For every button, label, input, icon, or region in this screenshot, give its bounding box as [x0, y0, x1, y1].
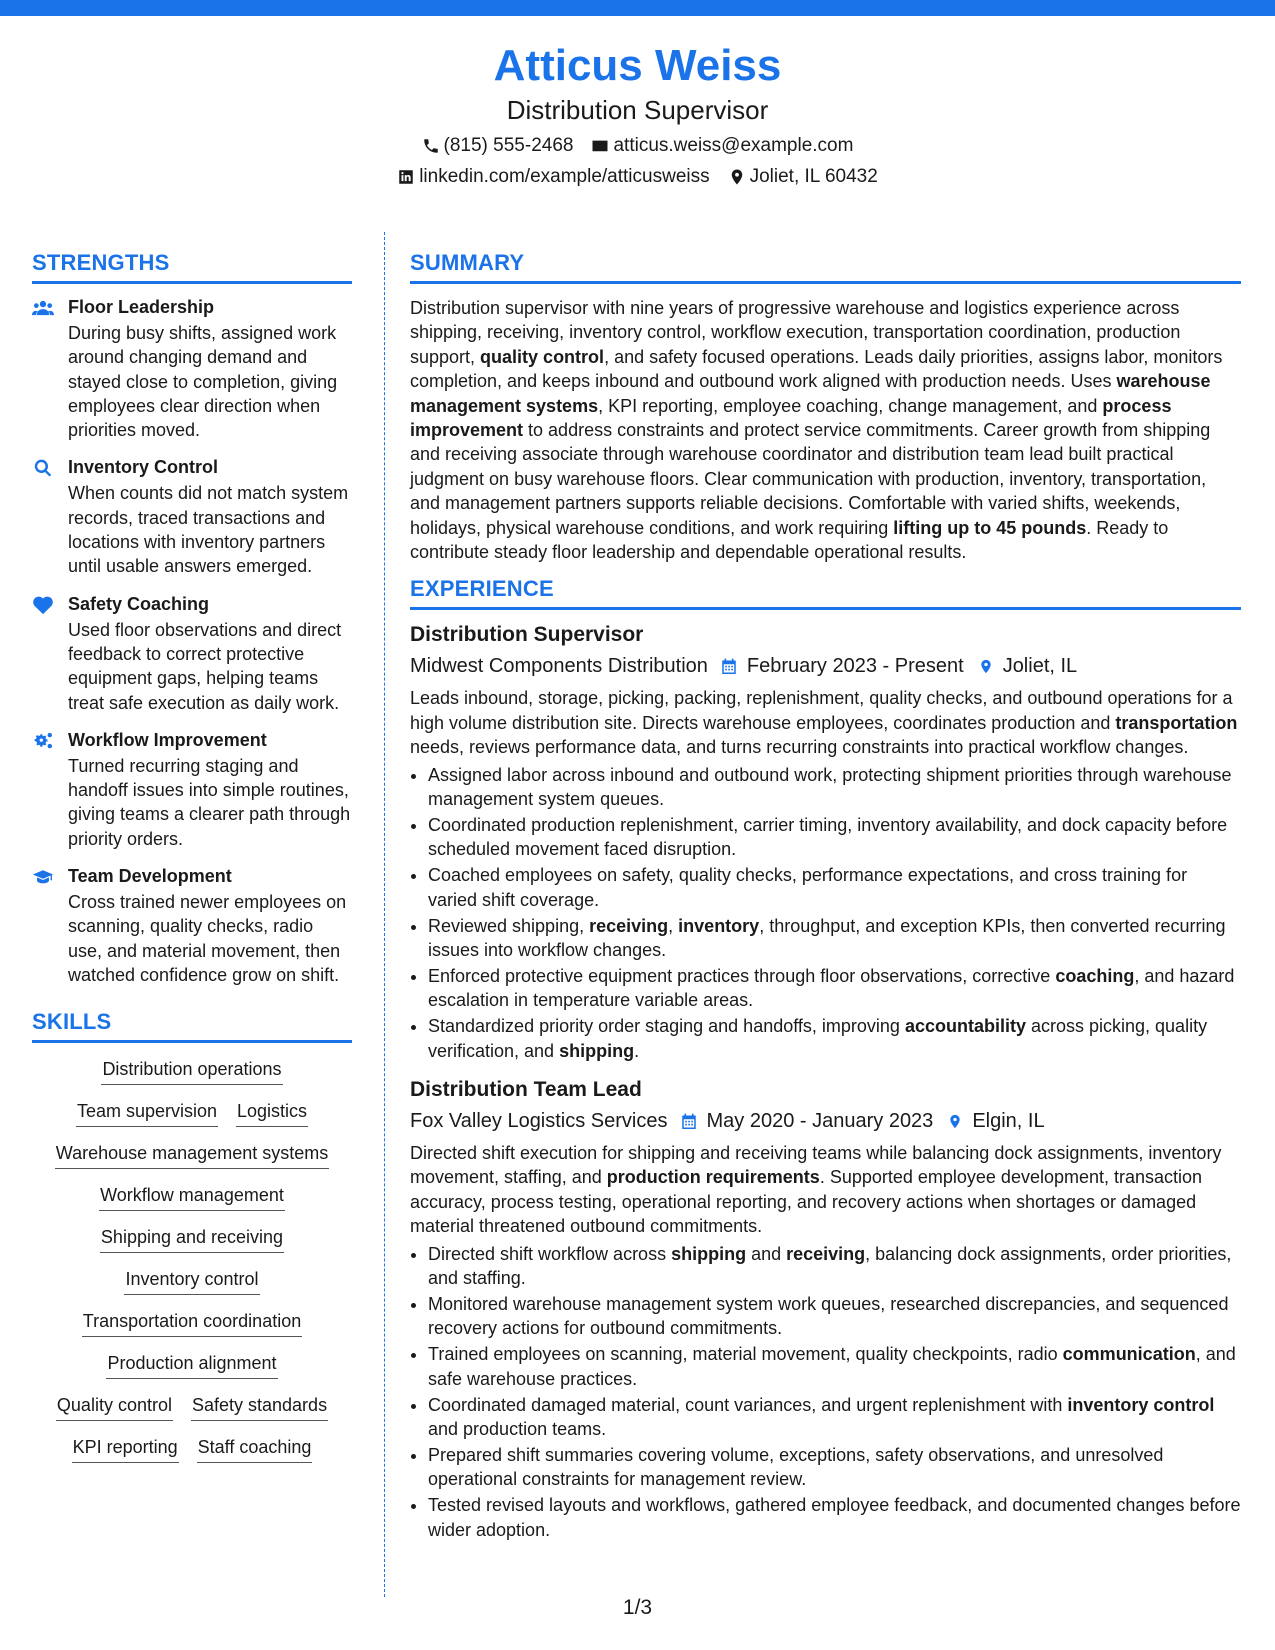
job-bullet: • Coached employees on safety, quality checks, performance expectations, and cross training for varied shift coverage.: [428, 863, 1241, 912]
job-bullet: • Coordinated production replenishment, carrier timing, inventory availability, and dock capacity before scheduled movement faced disruption.: [428, 813, 1241, 862]
bold-keyword: quality control: [480, 346, 605, 367]
strength-title: Team Development: [68, 866, 232, 887]
experience-section: [410, 576, 1241, 1542]
candidate-name: Atticus Weiss: [493, 41, 782, 90]
skills-heading: SKILLS: [32, 1009, 352, 1043]
summary-paragraph: Distribution supervisor with nine years of progressive warehouse and logistics experience across shipping, receiving, inventory control, workflow execution, transportation coordination, production support, quality control, and safety focused operations. Leads daily priorities, assigns labor, monitors completion, and keeps inbound and outbound work aligned with production needs. Uses warehouse management systems, KPI reporting, employee coaching, change management, and process improvement to address constraints and protect service commitments. Career growth from shipping and receiving associate through warehouse coordinator and distribution team lead built practical judgment on busy warehouse floors. Clear communication with production, inventory, transportation, and management partners supports reliable decisions. Comfortable with varied shifts, weekends, holidays, physical warehouse conditions, and work requiring lifting up to 45 pounds. Ready to contribute steady floor leadership and dependable operational results.: [410, 298, 1223, 563]
job-title: Distribution Supervisor: [410, 623, 644, 647]
contact-email[interactable]: [591, 134, 853, 158]
job-bullet: • Prepared shift summaries covering volume, exceptions, safety observations, and unresolved operational constraints for management review.: [428, 1443, 1241, 1492]
contact-phone: [422, 134, 574, 158]
strength-item: [32, 729, 352, 851]
bold-keyword: process improvement: [410, 395, 1172, 441]
job-entry: [410, 622, 1241, 1063]
column-divider: [384, 232, 385, 1597]
skill-tag: Quality control: [56, 1391, 173, 1421]
job-location-wrap: [933, 1107, 1044, 1135]
bold-keyword: communication: [1062, 1344, 1196, 1365]
contact-row-secondary: [0, 165, 1275, 189]
email-text: atticus.weiss@example.com: [613, 135, 854, 156]
job-dates: February 2023 - Present: [746, 655, 964, 678]
gears-icon: [32, 731, 54, 751]
job-bullets: [410, 1242, 1241, 1542]
job-location: Elgin, IL: [972, 1110, 1045, 1133]
skill-tag: Production alignment: [106, 1349, 277, 1379]
experience-heading: EXPERIENCE: [410, 576, 1241, 610]
skill-tag: Staff coaching: [197, 1433, 313, 1463]
job-bullet: • Reviewed shipping, receiving, inventory, throughput, and exception KPIs, then converted recurring issues into workflow changes.: [428, 914, 1241, 963]
bold-keyword: receiving: [786, 1243, 866, 1264]
map-pin-icon: [947, 1112, 963, 1131]
job-meta: [410, 652, 1241, 680]
strengths-section: [32, 250, 352, 987]
strength-title: Floor Leadership: [68, 297, 215, 317]
envelope-icon: [591, 137, 609, 155]
job-bullet: • Enforced protective equipment practices through floor observations, corrective coaching, and hazard escalation in temperature variable areas.: [428, 964, 1241, 1013]
job-meta: [410, 1107, 1241, 1135]
job-company: Midwest Components Distribution: [410, 655, 708, 678]
heart-icon: [32, 595, 54, 615]
skill-tag: Workflow management: [99, 1181, 285, 1211]
bold-keyword: transportation: [1115, 712, 1238, 733]
job-bullet: • Assigned labor across inbound and outbound work, protecting shipment priorities through warehouse management system queues.: [428, 763, 1241, 812]
contact-location: [728, 165, 878, 189]
bold-keyword: accountability: [904, 1016, 1026, 1037]
search-icon: [32, 458, 54, 478]
right-column: [410, 250, 1241, 1556]
phone-text: (815) 555-2468: [443, 135, 574, 156]
strength-title: Safety Coaching: [68, 593, 210, 614]
strength-text: During busy shifts, assigned work around changing demand and stayed close to completion, giving employees clear direction when priorities moved.: [68, 323, 338, 441]
skills-list: [32, 1055, 352, 1463]
users-icon: [32, 298, 54, 318]
skills-section: [32, 1009, 352, 1463]
strengths-heading: STRENGTHS: [32, 250, 352, 284]
job-bullet: • Trained employees on scanning, material movement, quality checkpoints, radio communication, and safe warehouse practices.: [428, 1342, 1241, 1391]
skill-tag: Team supervision: [76, 1097, 218, 1127]
job-entry: [410, 1077, 1241, 1542]
skill-tag: Safety standards: [191, 1391, 328, 1421]
strength-item: [32, 296, 352, 442]
resume-header: [0, 40, 1275, 189]
summary-section: [410, 250, 1241, 564]
job-description: Directed shift execution for shipping and receiving teams while balancing dock assignments, inventory movement, staffing, and production requirements. Supported employee development, transaction accuracy, process testing, operational reporting, and recovery actions when shortages or damaged material threatened outbound commitments.: [410, 1143, 1222, 1237]
skill-tag: Shipping and receiving: [100, 1223, 284, 1253]
job-title: Distribution Team Lead: [410, 1078, 642, 1102]
skill-tag: KPI reporting: [72, 1433, 179, 1463]
job-dates: May 2020 - January 2023: [706, 1110, 934, 1133]
strength-item: [32, 865, 352, 987]
job-bullet: • Tested revised layouts and workflows, gathered employee feedback, and documented changes before wider adoption.: [428, 1493, 1241, 1542]
bold-keyword: inventory: [678, 915, 760, 936]
bold-keyword: receiving: [589, 915, 669, 936]
phone-icon: [422, 137, 440, 155]
graduation-cap-icon: [32, 867, 54, 887]
job-bullet: • Directed shift workflow across shipping and receiving, balancing dock assignments, order priorities, and staffing.: [428, 1242, 1241, 1291]
top-accent-bar: [0, 0, 1275, 16]
contact-row-primary: [0, 134, 1275, 158]
job-location: Joliet, IL: [1002, 655, 1078, 678]
linkedin-icon: [397, 168, 415, 186]
job-bullet: • Coordinated damaged material, count variances, and urgent replenishment with inventory control and production teams.: [428, 1393, 1241, 1442]
map-pin-icon: [728, 168, 746, 186]
job-company: Fox Valley Logistics Services: [410, 1110, 668, 1133]
map-pin-icon: [978, 657, 994, 676]
strength-text: Turned recurring staging and handoff issues into simple routines, giving teams a clearer path through priority orders.: [68, 755, 351, 849]
calendar-icon: [720, 657, 738, 676]
strength-item: [32, 456, 352, 578]
bold-keyword: shipping: [671, 1243, 747, 1264]
skill-tag: Warehouse management systems: [55, 1139, 329, 1169]
location-text: Joliet, IL 60432: [749, 166, 878, 187]
skill-tag: Inventory control: [124, 1265, 259, 1295]
calendar-icon: [680, 1112, 698, 1131]
strength-text: Cross trained newer employees on scanning, quality checks, radio use, and material movement, then watched confidence grow on shift.: [68, 892, 347, 985]
skill-tag: Distribution operations: [101, 1055, 282, 1085]
job-bullets: [410, 763, 1241, 1063]
bold-keyword: production requirements: [606, 1167, 820, 1188]
bold-keyword: warehouse management systems: [410, 371, 1211, 416]
bold-keyword: shipping: [559, 1040, 635, 1061]
skill-tag: Logistics: [236, 1097, 308, 1127]
page-number: 1/3: [622, 1596, 653, 1619]
bold-keyword: coaching: [1055, 965, 1135, 986]
candidate-title: Distribution Supervisor: [506, 95, 769, 125]
bold-keyword: lifting up to 45 pounds: [893, 517, 1087, 538]
skill-tag: Transportation coordination: [82, 1307, 302, 1337]
summary-heading: SUMMARY: [410, 250, 1241, 284]
bold-keyword: inventory control: [1067, 1394, 1215, 1415]
linkedin-text: linkedin.com/example/atticusweiss: [419, 166, 710, 187]
contact-linkedin[interactable]: [397, 165, 709, 189]
strength-title: Inventory Control: [68, 457, 219, 478]
strength-text: Used floor observations and direct feedback to correct protective equipment gaps, helping teams treat safe execution as daily work.: [68, 619, 342, 713]
left-column: [32, 250, 352, 1475]
job-bullet: • Standardized priority order staging and handoffs, improving accountability across picking, quality verification, and shipping.: [428, 1014, 1241, 1063]
strength-text: When counts did not match system records, traced transactions and locations with inventory partners until usable answers emerged.: [68, 483, 349, 577]
strength-title: Workflow Improvement: [68, 729, 267, 750]
job-bullet: • Monitored warehouse management system work queues, researched discrepancies, and sequenced recovery actions for outbound commitments.: [428, 1292, 1241, 1341]
strength-item: [32, 593, 352, 715]
job-description: Leads inbound, storage, picking, packing, replenishment, quality checks, and outbound operations for a high volume distribution site. Directs warehouse employees, coordinates production and transportation needs, reviews performance data, and turns recurring constraints into practical workflow changes.: [410, 688, 1238, 758]
job-location-wrap: [964, 652, 1077, 680]
